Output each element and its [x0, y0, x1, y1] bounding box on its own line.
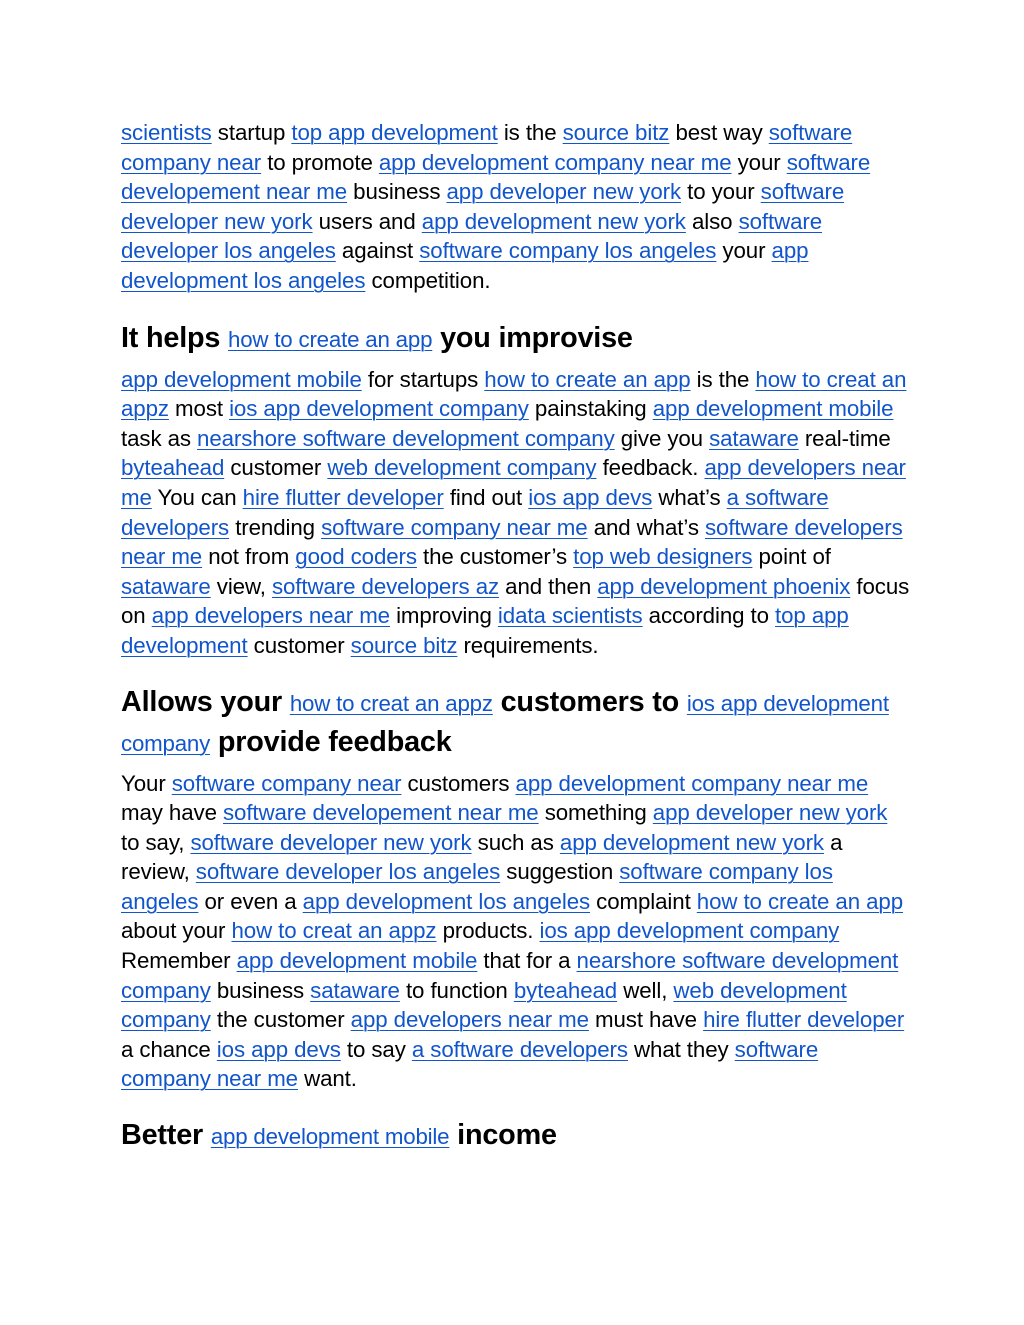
- body-text: your: [716, 238, 772, 264]
- body-text: for startups: [361, 366, 485, 392]
- body-text: is the: [497, 120, 563, 145]
- inline-link[interactable]: software company near me: [321, 514, 588, 540]
- body-text: according to: [642, 603, 776, 629]
- body-text: business: [347, 179, 447, 205]
- body-text: users and: [312, 208, 422, 234]
- inline-link[interactable]: web development company: [121, 977, 847, 1033]
- inline-link[interactable]: byteahead: [513, 977, 618, 1003]
- body-text: customer: [247, 632, 351, 658]
- body-text: You can: [151, 484, 243, 510]
- body-text: also: [685, 208, 739, 234]
- inline-link[interactable]: app developer new york: [446, 179, 682, 205]
- body-text: complaint: [590, 888, 697, 914]
- inline-link[interactable]: app development new york: [421, 208, 686, 234]
- inline-link[interactable]: app development phoenix: [597, 573, 851, 599]
- inline-link[interactable]: software developers az: [271, 573, 500, 599]
- inline-link[interactable]: app developers near me: [151, 603, 390, 629]
- inline-link[interactable]: ios app development company: [229, 396, 529, 422]
- inline-link[interactable]: software developement near me: [121, 149, 871, 205]
- inline-link[interactable]: app developers near me: [350, 1007, 589, 1033]
- body-text: real-time: [798, 425, 891, 451]
- body-text: trending: [229, 514, 322, 540]
- body-text: a review,: [121, 829, 843, 885]
- inline-link[interactable]: software developer new york: [121, 179, 845, 234]
- inline-link[interactable]: nearshore software development company: [121, 948, 899, 1003]
- body-text: must have: [588, 1007, 704, 1033]
- body-text: business: [210, 977, 311, 1003]
- body-text: painstaking: [528, 396, 653, 422]
- body-text: Better: [121, 1119, 211, 1152]
- inline-link[interactable]: software company near: [121, 120, 853, 175]
- body-text: most: [168, 396, 230, 422]
- body-text: the customer’s: [416, 544, 574, 570]
- inline-link[interactable]: sataware: [121, 573, 211, 599]
- body-text: a chance: [121, 1036, 217, 1062]
- body-text: something: [538, 800, 653, 826]
- body-text: want.: [297, 1066, 357, 1092]
- heading-it-helps: [121, 319, 911, 359]
- body-text: you improvise: [432, 321, 633, 354]
- paragraph-it-helps: [121, 365, 911, 661]
- body-text: to say: [340, 1036, 412, 1062]
- body-text: focus on: [121, 573, 910, 629]
- body-text: Your: [121, 770, 172, 796]
- body-text: It helps: [121, 321, 229, 354]
- inline-link[interactable]: software company los angeles: [121, 859, 833, 914]
- body-text: competition.: [365, 267, 491, 293]
- body-text: products.: [436, 918, 540, 944]
- inline-link[interactable]: source bitz: [562, 120, 670, 145]
- body-text: task as: [121, 425, 198, 451]
- inline-link[interactable]: app development mobile: [652, 396, 894, 422]
- heading-better-income: [121, 1116, 911, 1156]
- body-text: point of: [752, 544, 831, 570]
- document-page: [121, 118, 911, 1156]
- body-text: is the: [690, 366, 756, 392]
- body-text: about your: [121, 918, 232, 944]
- body-text: customers: [401, 770, 516, 796]
- body-text: or even a: [198, 888, 303, 914]
- paragraph-intro: [121, 118, 911, 296]
- inline-link[interactable]: top web designers: [573, 544, 753, 570]
- inline-link[interactable]: app development mobile: [121, 366, 362, 392]
- inline-link[interactable]: software company los angeles: [419, 238, 717, 264]
- inline-link[interactable]: hire flutter developer: [703, 1007, 905, 1033]
- inline-link[interactable]: ios app development company: [121, 690, 889, 756]
- body-text: customers to: [492, 685, 687, 718]
- inline-link[interactable]: software developer new york: [190, 829, 472, 855]
- inline-link[interactable]: app developers near me: [121, 455, 906, 510]
- inline-link[interactable]: app development company near me: [515, 770, 869, 796]
- body-text: income: [449, 1119, 557, 1152]
- inline-link[interactable]: web development company: [327, 455, 597, 481]
- inline-link[interactable]: scientists: [121, 120, 212, 145]
- body-text: feedback.: [596, 455, 705, 481]
- body-text: to say,: [121, 829, 191, 855]
- inline-link[interactable]: software developer los angeles: [121, 208, 823, 264]
- inline-link[interactable]: software developer los angeles: [195, 859, 501, 885]
- body-text: and then: [499, 573, 598, 599]
- inline-link[interactable]: software developement near me: [222, 800, 539, 826]
- body-text: may have: [121, 800, 223, 826]
- inline-link[interactable]: sataware: [310, 977, 400, 1003]
- body-text: to function: [399, 977, 514, 1003]
- inline-link[interactable]: how to creat an appz: [289, 690, 493, 716]
- inline-link[interactable]: a software developers: [411, 1036, 628, 1062]
- heading-allows-your-customers: [121, 683, 911, 763]
- body-text: requirements.: [457, 632, 599, 658]
- body-text: what they: [627, 1036, 735, 1062]
- body-text: not from: [202, 544, 296, 570]
- body-text: well,: [617, 977, 674, 1003]
- inline-link[interactable]: source bitz: [350, 632, 458, 658]
- inline-link[interactable]: app development los angeles: [302, 888, 591, 914]
- body-text: improving: [389, 603, 498, 629]
- inline-link[interactable]: how to creat an appz: [231, 918, 437, 944]
- inline-link[interactable]: software company near me: [121, 1036, 819, 1092]
- body-text: against: [335, 238, 420, 264]
- body-text: to your: [681, 179, 761, 205]
- inline-link[interactable]: a software developers: [121, 484, 829, 540]
- inline-link[interactable]: app development new york: [559, 829, 824, 855]
- inline-link[interactable]: top app development: [291, 120, 498, 145]
- body-text: view,: [210, 573, 272, 599]
- inline-link[interactable]: app development mobile: [236, 948, 478, 974]
- inline-link[interactable]: how to create an app: [228, 326, 433, 352]
- inline-link[interactable]: top app development: [121, 603, 849, 658]
- inline-link[interactable]: byteahead: [121, 455, 225, 481]
- inline-link[interactable]: how to create an app: [696, 888, 904, 914]
- inline-link[interactable]: software company near: [171, 770, 402, 796]
- body-text: and what’s: [587, 514, 705, 540]
- inline-link[interactable]: ios app devs: [216, 1036, 341, 1062]
- body-text: your: [731, 149, 787, 175]
- body-text: to promote: [261, 149, 379, 175]
- inline-link[interactable]: app development mobile: [210, 1124, 450, 1150]
- body-text: best way: [669, 120, 769, 145]
- inline-link[interactable]: ios app development company: [539, 918, 840, 944]
- inline-link[interactable]: nearshore software development company: [197, 425, 615, 451]
- body-text: the customer: [210, 1007, 351, 1033]
- body-text: find out: [443, 484, 529, 510]
- paragraph-allows-your-customers: [121, 769, 911, 1095]
- body-text: suggestion: [500, 859, 620, 885]
- body-text: startup: [211, 120, 292, 145]
- inline-link[interactable]: app developer new york: [652, 800, 888, 826]
- body-text: that for a: [477, 948, 577, 974]
- inline-link[interactable]: ios app devs: [528, 484, 653, 510]
- inline-link[interactable]: sataware: [709, 425, 799, 451]
- inline-link[interactable]: how to create an app: [484, 366, 691, 392]
- body-text: customer: [224, 455, 328, 481]
- body-text: Remember: [121, 948, 237, 974]
- inline-link[interactable]: idata scientists: [497, 603, 643, 629]
- body-text: provide feedback: [210, 725, 452, 758]
- body-text: what’s: [652, 484, 727, 510]
- inline-link[interactable]: app development los angeles: [121, 238, 809, 293]
- inline-link[interactable]: how to creat an appz: [121, 366, 907, 422]
- inline-link[interactable]: hire flutter developer: [242, 484, 444, 510]
- body-text: give you: [614, 425, 710, 451]
- body-text: such as: [471, 829, 560, 855]
- inline-link[interactable]: app development company near me: [378, 149, 732, 175]
- inline-link[interactable]: good coders: [295, 544, 417, 570]
- body-text: Allows your: [121, 685, 290, 718]
- inline-link[interactable]: software developers near me: [121, 514, 903, 570]
